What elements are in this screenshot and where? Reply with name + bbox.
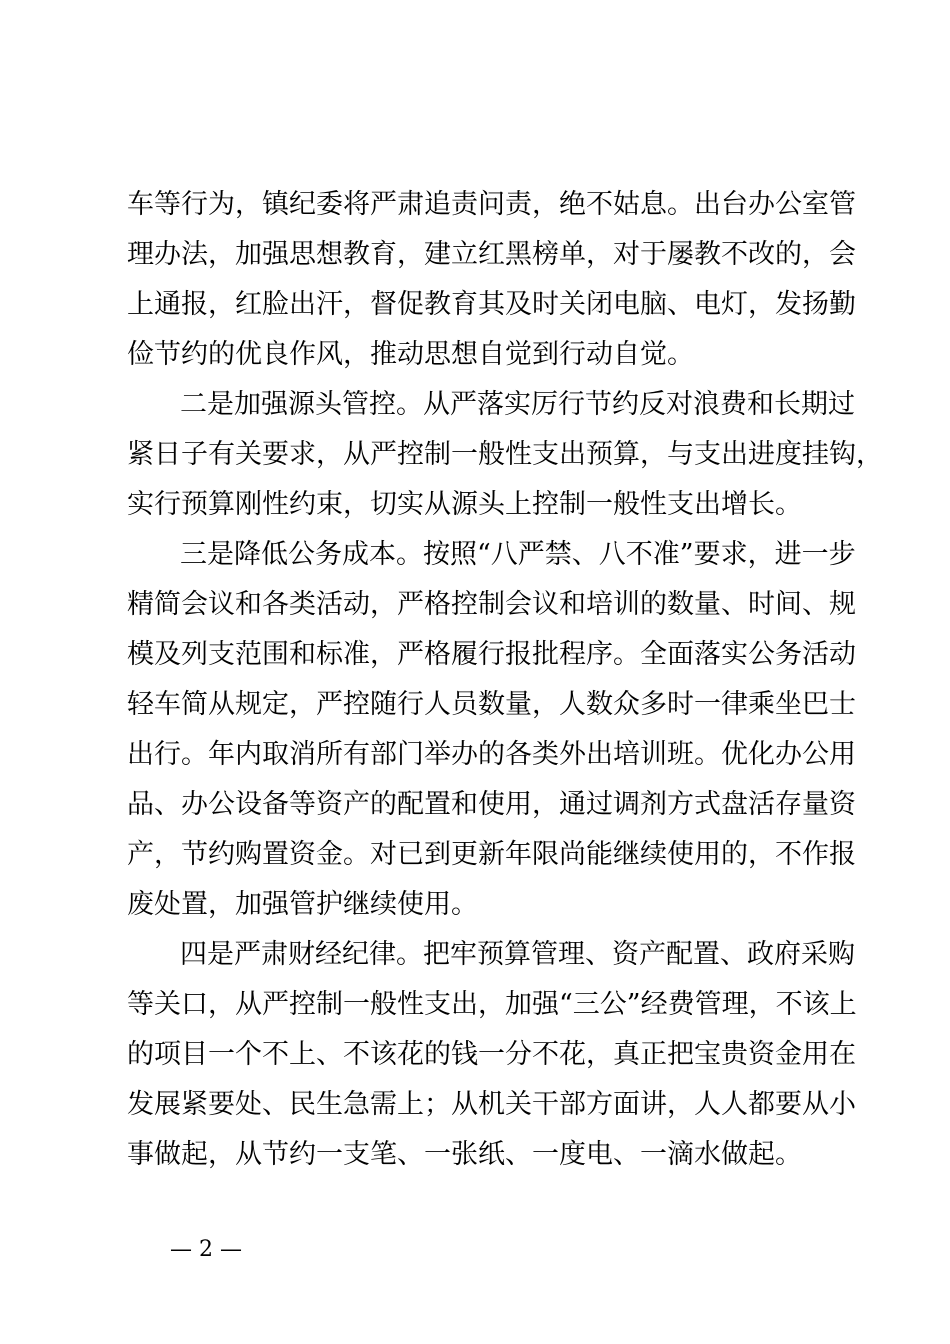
body-line-17: 等关口，从严控制一般性支出，加强“三公”经费管理，不该上: [127, 989, 857, 1020]
body-line-19: 发展紧要处、民生急需上；从机关干部方面讲，人人都要从小: [127, 1089, 856, 1120]
body-line-9: 精简会议和各类活动，严格控制会议和培训的数量、时间、规: [127, 589, 856, 620]
body-line-5: 二是加强源头管控。从严落实厉行节约反对浪费和长期过: [180, 389, 855, 420]
body-line-15: 废处置，加强管护继续使用。: [127, 889, 478, 920]
body-line-8: 三是降低公务成本。按照“八严禁、八不准”要求，进一步: [180, 539, 856, 570]
body-line-6: 紧日子有关要求，从严控制一般性支出预算，与支出进度挂钩，: [127, 439, 883, 470]
body-line-20: 事做起，从节约一支笔、一张纸、一度电、一滴水做起。: [127, 1139, 802, 1170]
body-line-12: 出行。年内取消所有部门举办的各类外出培训班。优化办公用: [127, 739, 856, 770]
body-line-10: 模及列支范围和标准，严格履行报批程序。全面落实公务活动: [127, 639, 856, 670]
body-line-18: 的项目一个不上、不该花的钱一分不花，真正把宝贵资金用在: [127, 1039, 856, 1070]
body-line-16: 四是严肃财经纪律。把牢预算管理、资产配置、政府采购: [180, 939, 855, 970]
body-line-13: 品、办公设备等资产的配置和使用，通过调剂方式盘活存量资: [127, 789, 856, 820]
body-line-2: 理办法，加强思想教育，建立红黑榜单，对于屡教不改的，会: [127, 239, 856, 270]
body-line-1: 车等行为，镇纪委将严肃追责问责，绝不姑息。出台办公室管: [127, 189, 856, 220]
body-line-14: 产，节约购置资金。对已到更新年限尚能继续使用的，不作报: [127, 839, 856, 870]
body-line-7: 实行预算刚性约束，切实从源头上控制一般性支出增长。: [127, 489, 802, 520]
page-number: — 2 —: [170, 1237, 242, 1262]
body-line-11: 轻车简从规定，严控随行人员数量，人数众多时一律乘坐巴士: [127, 689, 856, 720]
body-line-4: 俭节约的优良作风，推动思想自觉到行动自觉。: [127, 339, 694, 370]
body-line-3: 上通报，红脸出汗，督促教育其及时关闭电脑、电灯，发扬勤: [127, 289, 856, 320]
